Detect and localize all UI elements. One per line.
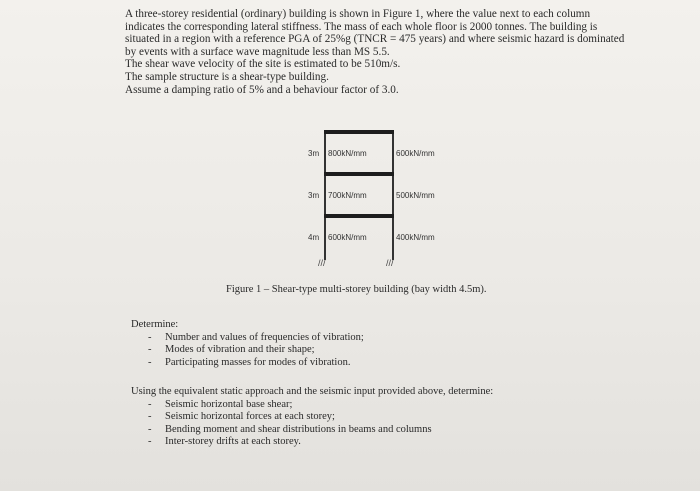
- floor-slab-2: [324, 172, 394, 176]
- list-item: - Seismic horizontal base shear;: [145, 399, 432, 411]
- storey-2-left-stiffness: 700kN/mm: [328, 191, 367, 200]
- column-left-storey-2: [324, 176, 326, 214]
- shear-wave-velocity: The shear wave velocity of the site is estimated to be 510m/s.: [125, 58, 401, 71]
- column-right-storey-2: [392, 176, 394, 214]
- column-right-storey-1: [392, 218, 394, 260]
- list-item: - Inter-storey drifts at each storey.: [145, 436, 432, 448]
- column-left-storey-1: [324, 218, 326, 260]
- column-left-storey-3: [324, 134, 326, 172]
- determine-list: [145, 332, 364, 369]
- storey-2-height: 3m: [308, 191, 320, 200]
- storey-3-height: 3m: [308, 149, 320, 158]
- storey-1-height: 4m: [308, 233, 320, 242]
- list-item: - Bending moment and shear distributions in beams and columns: [145, 424, 432, 436]
- list-item: - Seismic horizontal forces at each storey;: [145, 411, 432, 423]
- problem-statement: [125, 8, 630, 96]
- damping-assumption: Assume a damping ratio of 5% and a behaviour factor of 3.0.: [125, 83, 399, 96]
- determine-heading: Determine:: [131, 319, 179, 330]
- intro-paragraph: A three-storey residential (ordinary) building is shown in Figure 1, where the value next to each column indicates the corresponding lateral stiffness. The mass of each whole floor is 2000 tonnes. The building is situated in a region with a reference PGA of 25%g (TNCR = 475 years) and where seismic hazard is dominated by events with a surface wave magnitude less than MS 5.5.: [125, 8, 625, 58]
- list-item: - Number and values of frequencies of vibration;: [145, 332, 364, 344]
- column-right-storey-3: [392, 134, 394, 172]
- storey-3-left-stiffness: 800kN/mm: [328, 149, 367, 158]
- storey-1-left-stiffness: 600kN/mm: [328, 233, 367, 242]
- fixed-support-left: ///: [318, 258, 326, 268]
- storey-2-right-stiffness: 500kN/mm: [396, 191, 435, 200]
- storey-1-right-stiffness: 400kN/mm: [396, 233, 435, 242]
- static-approach-list: [145, 399, 432, 449]
- fixed-support-right: ///: [386, 258, 394, 268]
- floor-slab-1: [324, 214, 394, 218]
- building-figure: [300, 128, 460, 278]
- static-approach-heading: Using the equivalent static approach and the seismic input provided above, determine:: [131, 386, 494, 397]
- roof-slab: [324, 130, 394, 134]
- list-item: - Modes of vibration and their shape;: [145, 344, 364, 356]
- list-item: - Participating masses for modes of vibration.: [145, 357, 364, 369]
- storey-3-right-stiffness: 600kN/mm: [396, 149, 435, 158]
- figure-caption: Figure 1 – Shear-type multi-storey building (bay width 4.5m).: [226, 284, 487, 295]
- structure-type: The sample structure is a shear-type building.: [125, 70, 329, 83]
